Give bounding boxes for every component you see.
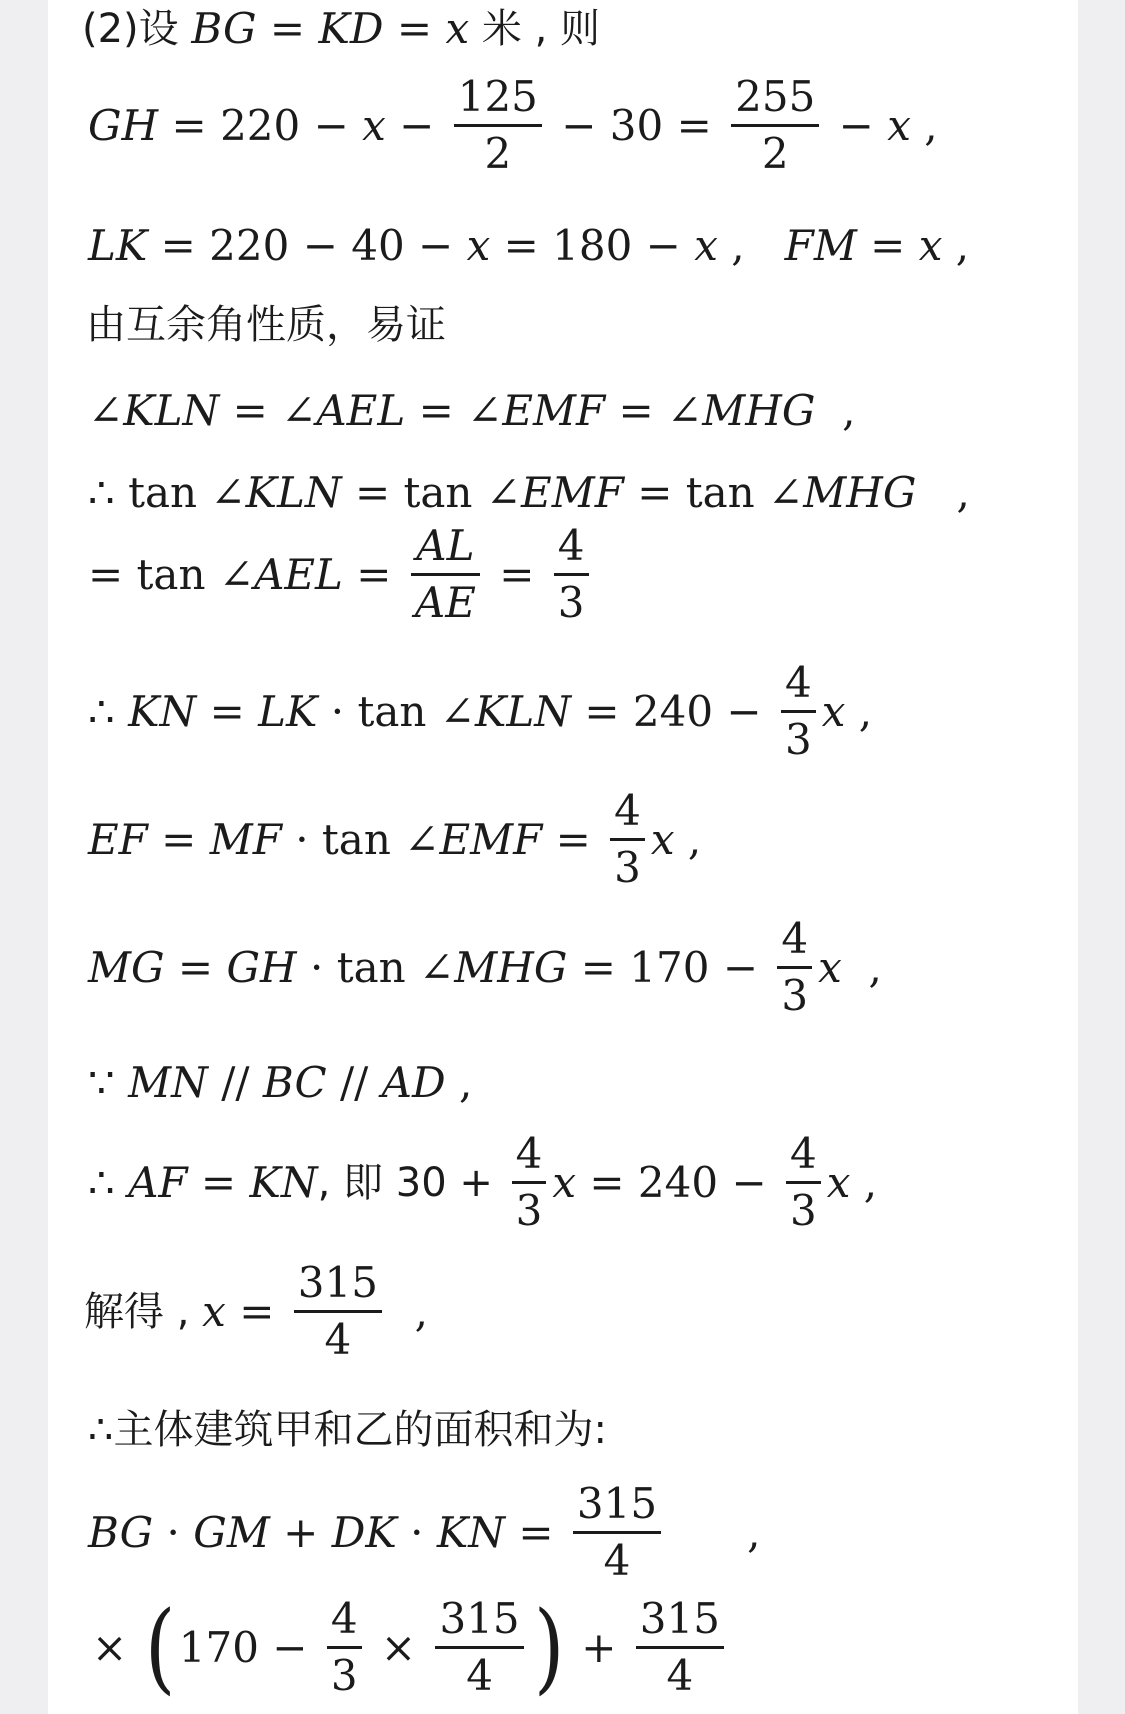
var: KLN (245, 468, 342, 517)
op: = 240 − (576, 1157, 780, 1207)
op: = tan ∠ (341, 468, 522, 517)
op: = (342, 549, 405, 599)
op: − 30 = (547, 100, 726, 150)
text: ∴主体建筑甲和乙的面积和为: (88, 1407, 607, 1453)
op: 170 − (178, 1622, 321, 1672)
numerator: 4 (557, 521, 585, 570)
fraction (786, 1129, 821, 1235)
op: × (92, 1622, 141, 1672)
op: · tan ∠ (317, 686, 475, 736)
fraction (454, 72, 542, 178)
var: BG (191, 4, 257, 53)
op: = 220 − 40 − (147, 221, 467, 270)
denominator: 2 (484, 129, 512, 178)
op: · tan ∠ (281, 814, 440, 864)
op: = (505, 1507, 567, 1557)
punct: , (445, 1058, 473, 1107)
op: = ∠ (405, 386, 503, 435)
numerator: 4 (614, 786, 641, 835)
denominator: 3 (330, 1651, 358, 1700)
var: EMF (439, 814, 543, 864)
fraction (573, 1479, 661, 1585)
denominator: 3 (515, 1186, 543, 1235)
op: = 170 − (567, 942, 772, 992)
op: + (567, 1622, 630, 1672)
fraction (554, 521, 589, 627)
line-6 (88, 468, 970, 517)
line-1 (82, 4, 600, 53)
denominator: 3 (784, 715, 812, 764)
op: − (825, 100, 888, 150)
var: KN (128, 686, 197, 736)
line-15 (88, 1479, 761, 1585)
numerator: 4 (784, 658, 812, 707)
var: x (826, 1157, 851, 1207)
op: // (326, 1058, 382, 1107)
denominator: 3 (557, 578, 585, 627)
line-13 (84, 1258, 428, 1364)
fraction (610, 786, 645, 892)
var: x (694, 221, 718, 270)
line-7 (88, 521, 595, 627)
line-8 (88, 658, 873, 764)
line-5 (88, 386, 856, 435)
line-2 (88, 72, 938, 178)
var: AEL (316, 386, 406, 435)
var: EF (88, 814, 148, 864)
fraction (512, 1129, 547, 1235)
numerator: AL (416, 521, 475, 570)
numerator: 4 (781, 914, 809, 963)
line-16 (92, 1590, 730, 1705)
var: MF (209, 814, 282, 864)
denominator: 4 (466, 1651, 493, 1700)
var: x (650, 814, 675, 864)
text: , 即 30 + (317, 1159, 506, 1206)
op: = 220 − (158, 100, 363, 150)
denominator: 4 (603, 1536, 631, 1585)
var: GM (193, 1507, 270, 1557)
var: KLN (123, 386, 220, 435)
numerator: 315 (297, 1258, 378, 1307)
op: ∴ (88, 686, 129, 736)
numerator: 4 (789, 1129, 817, 1178)
punct: , (942, 221, 970, 270)
denominator: 3 (614, 843, 641, 892)
fraction (294, 1258, 382, 1364)
numerator: 315 (576, 1479, 658, 1528)
op: = (485, 549, 548, 599)
op: = ∠ (219, 386, 317, 435)
var: KN (249, 1157, 318, 1207)
op: · (396, 1507, 437, 1557)
var: x (362, 100, 386, 150)
var: MN (128, 1058, 208, 1107)
op: = 240 − (571, 686, 775, 736)
fraction (327, 1594, 362, 1700)
op: = (225, 1286, 288, 1336)
denominator: 4 (324, 1315, 352, 1364)
op: = ∠ (605, 386, 703, 435)
punct: , (910, 100, 938, 150)
fraction (435, 1594, 523, 1700)
var: MG (88, 942, 165, 992)
var: AEL (254, 549, 343, 599)
var: KN (436, 1507, 505, 1557)
punct: , (667, 1507, 761, 1557)
op: ∵ (88, 1058, 129, 1107)
var: BG (88, 1507, 154, 1557)
punct: , (850, 1157, 878, 1207)
right-paren: ) (533, 1590, 565, 1705)
op: · (153, 1507, 194, 1557)
fraction (636, 1594, 724, 1700)
var: BC (262, 1058, 327, 1107)
var: FM (784, 221, 857, 270)
op: = (542, 814, 605, 864)
line-10 (88, 914, 882, 1020)
denominator: 3 (781, 971, 809, 1020)
var: EMF (502, 386, 606, 435)
op: = (164, 942, 227, 992)
punct: , (815, 386, 856, 435)
line-12 (88, 1129, 878, 1235)
line-9 (88, 786, 702, 892)
var: GH (88, 100, 159, 150)
text: 解得 , (84, 1288, 203, 1335)
var: x (202, 1286, 226, 1336)
numerator: 255 (735, 72, 816, 121)
numerator: 125 (457, 72, 538, 121)
op: ∴ (88, 1157, 129, 1207)
numerator: 315 (439, 1594, 520, 1643)
var: x (818, 942, 842, 992)
var: EMF (521, 468, 624, 517)
var: MHG (702, 386, 816, 435)
line-14 (88, 1407, 607, 1453)
var: AF (128, 1157, 188, 1207)
var: MHG (803, 468, 917, 517)
op: = tan ∠ (88, 549, 255, 599)
text: 由互余角性质，易证 (86, 302, 446, 348)
var: x (918, 221, 943, 270)
op: = 180 − (490, 221, 695, 270)
punct: , (387, 1286, 428, 1336)
denominator: 4 (666, 1651, 694, 1700)
var: KD (318, 4, 384, 53)
line-11 (88, 1058, 473, 1107)
var: DK (331, 1507, 397, 1557)
op: = (383, 4, 446, 53)
var: GH (226, 942, 297, 992)
op: × (367, 1622, 430, 1672)
fraction (781, 658, 816, 764)
var: x (887, 100, 911, 150)
op: = (196, 686, 259, 736)
punct: , (674, 814, 702, 864)
numerator: 4 (330, 1594, 358, 1643)
var: MHG (454, 942, 568, 992)
op: = (147, 814, 210, 864)
numerator: 4 (515, 1129, 543, 1178)
text: 米 , 则 (469, 6, 600, 52)
var: KLN (474, 686, 571, 736)
op: − (385, 100, 448, 150)
op: ∠ (88, 386, 124, 435)
denominator: AE (414, 578, 476, 627)
fraction (777, 914, 812, 1020)
var: AD (381, 1058, 446, 1107)
denominator: 3 (789, 1186, 817, 1235)
op: = (256, 4, 319, 53)
op: = (187, 1157, 250, 1207)
op: ∴ tan ∠ (88, 468, 246, 517)
var: LK (88, 221, 148, 270)
text: (2)设 (82, 6, 192, 52)
var: x (445, 4, 470, 53)
punct: , (845, 686, 873, 736)
denominator: 2 (761, 129, 789, 178)
punct: , (717, 221, 785, 270)
op: + (269, 1507, 332, 1557)
op: // (207, 1058, 263, 1107)
punct: , (916, 468, 970, 517)
var: LK (258, 686, 318, 736)
fraction (731, 72, 819, 178)
numerator: 315 (639, 1594, 720, 1643)
fraction (411, 521, 480, 627)
op: · tan ∠ (296, 942, 455, 992)
var: x (821, 686, 846, 736)
var: x (552, 1157, 577, 1207)
line-3 (88, 221, 970, 270)
left-paren: ( (144, 1590, 175, 1705)
var: x (466, 221, 491, 270)
op: = tan ∠ (623, 468, 804, 517)
line-4 (86, 302, 446, 348)
punct: , (841, 942, 882, 992)
op: = (856, 221, 919, 270)
